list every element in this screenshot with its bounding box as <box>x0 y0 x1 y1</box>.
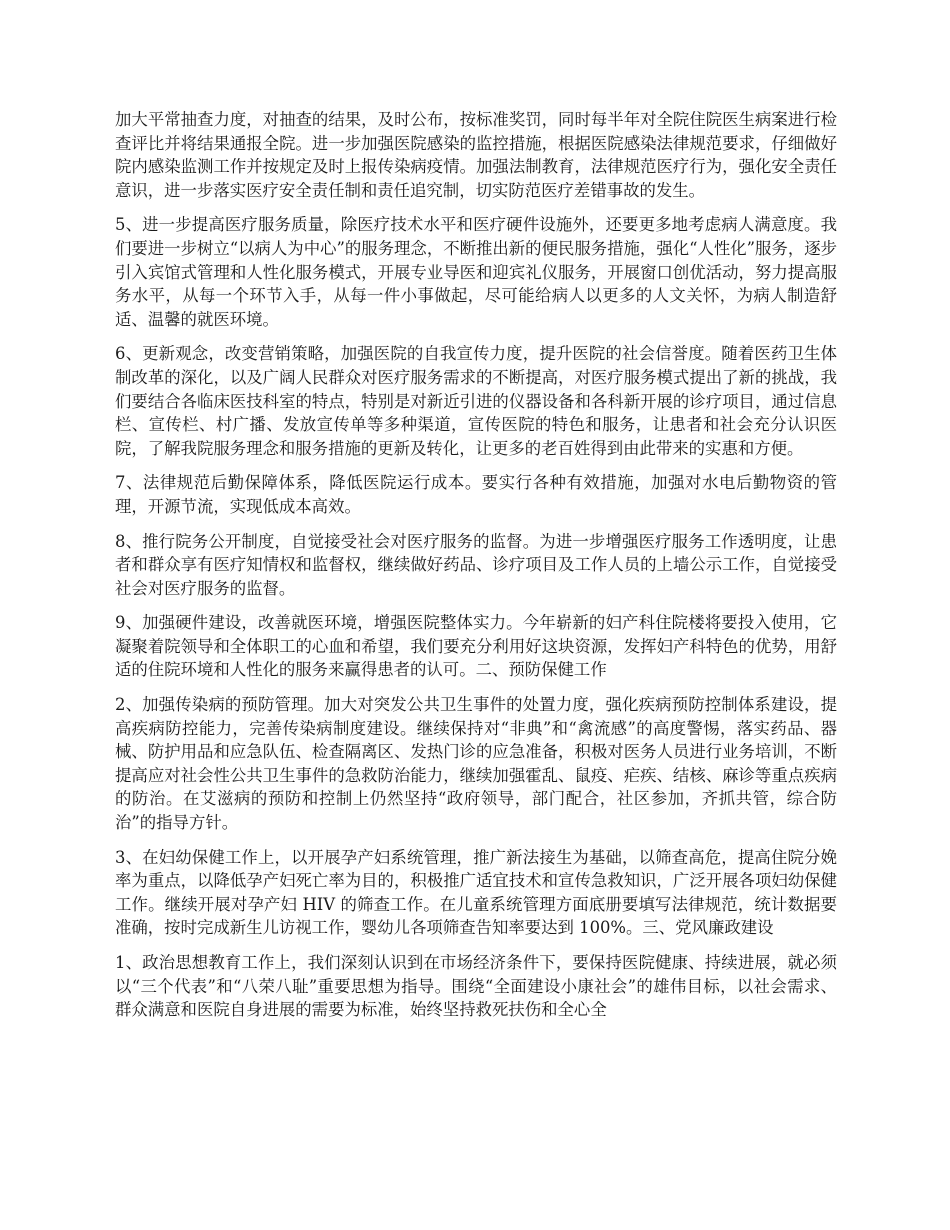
paragraph-9-hardware: 9、加强硬件建设，改善就医环境，增强医院整体实力。今年崭新的妇产科住院楼将要投入使用，它凝聚着院领导和全体职工的心血和希望，我们要充分利用好这块资源，发挥妇产科特色的优势，用舒适的住院环境和人性化的服务来赢得患者的认可。二、预防保健工作 <box>115 613 837 680</box>
paragraph-8-disclosure: 8、推行院务公开制度，自觉接受社会对医疗服务的监督。为进一步增强医疗服务工作透明度，让患者和群众享有医疗知情权和监督权，继续做好药品、诊疗项目及工作人员的上墙公示工作，自觉接受社会对医疗服务的监督。 <box>115 531 837 598</box>
paragraph-1-political-education: 1、政治思想教育工作上，我们深刻认识到在市场经济条件下，要保持医院健康、持续进展，就必须以“三个代表”和“八荣八耻”重要思想为指导。围绕“全面建设小康社会”的雄伟目标，以社会需求、群众满意和医院自身进展的需要为标准，始终坚持救死扶伤和全心全 <box>115 953 837 1020</box>
document-body <box>115 108 837 1033</box>
paragraph-7-logistics: 7、法律规范后勤保障体系，降低医院运行成本。要实行各种有效措施，加强对水电后勤物资的管理，开源节流，实现低成本高效。 <box>115 473 837 516</box>
paragraph-3-maternal-child: 3、在妇幼保健工作上，以开展孕产妇系统管理，推广新法接生为基础，以筛查高危，提高住院分娩率为重点，以降低孕产妇死亡率为目的，积极推广适宜技术和宣传急救知识，广泛开展各项妇幼保健工作。继续开展对孕产妇 HIV 的筛查工作。在儿童系统管理方面底册要填写法律规范，统计数据要准确，按时完成新生儿访视工作，婴幼儿各项筛查告知率要达到 100%。三、党风廉政建设 <box>115 847 837 938</box>
paragraph-5-service-quality: 5、进一步提高医疗服务质量，除医疗技术水平和医疗硬件设施外，还要更多地考虑病人满意度。我们要进一步树立“以病人为中心”的服务理念，不断推出新的便民服务措施，强化“人性化”服务，逐步引入宾馆式管理和人性化服务模式，开展专业导医和迎宾礼仪服务，开展窗口创优活动，努力提高服务水平，从每一个环节入手，从每一件小事做起，尽可能给病人以更多的人文关怀，为病人制造舒适、温馨的就医环境。 <box>115 215 837 329</box>
paragraph-continuation: 加大平常抽查力度，对抽查的结果，及时公布，按标准奖罚，同时每半年对全院住院医生病案进行检查评比并将结果通报全院。进一步加强医院感染的监控措施，根据医院感染法律规范要求，仔细做好院内感染监测工作并按规定及时上报传染病疫情。加强法制教育，法律规范医疗行为，强化安全责任意识，进一步落实医疗安全责任制和责任追究制，切实防范医疗差错事故的发生。 <box>115 110 837 200</box>
paragraph-6-marketing: 6、更新观念，改变营销策略，加强医院的自我宣传力度，提升医院的社会信誉度。随着医药卫生体制改革的深化，以及广阔人民群众对医疗服务需求的不断提高，对医疗服务模式提出了新的挑战，我们要结合各临床医技科室的特点，特别是对新近引进的仪器设备和各科新开展的诊疗项目，通过信息栏、宣传栏、村广播、发放宣传单等多种渠道，宣传医院的特色和服务，让患者和社会充分认识医院，了解我院服务理念和服务措施的更新及转化，让更多的老百姓得到由此带来的实惠和方便。 <box>115 344 837 458</box>
paragraph-2-infectious-disease: 2、加强传染病的预防管理。加大对突发公共卫生事件的处置力度，强化疾病预防控制体系建设，提高疾病防控能力，完善传染病制度建设。继续保持对“非典”和“禽流感”的高度警惕，落实药品、器械、防护用品和应急队伍、检查隔离区、发热门诊的应急准备，积极对医务人员进行业务培训，不断提高应对社会性公共卫生事件的急救防治能力，继续加强霍乱、鼠疫、疟疾、结核、麻诊等重点疾病的防治。在艾滋病的预防和控制上仍然坚持“政府领导，部门配合，社区参加，齐抓共管，综合防治”的指导方针。 <box>115 695 837 833</box>
